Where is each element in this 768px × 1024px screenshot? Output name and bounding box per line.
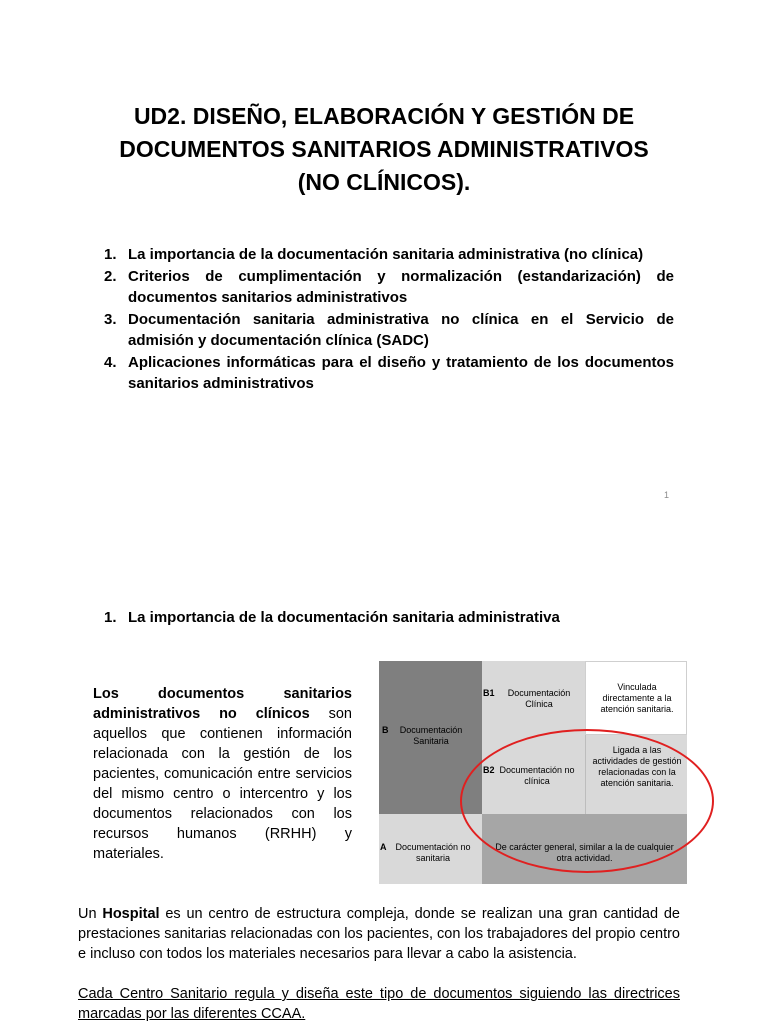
toc-item (100, 352, 674, 395)
cell-a-desc-text: De carácter general, similar a la de cualquier otra actividad. (495, 842, 674, 863)
page-number: 1 (664, 490, 670, 500)
hospital-paragraph (78, 904, 680, 964)
section-heading (104, 609, 560, 626)
cell-b1-description (585, 661, 687, 735)
section-number: 1. (104, 609, 117, 626)
cell-a-letter: A (380, 842, 387, 852)
cell-b1-desc-text: Vinculada directamente a la atención sanitaria. (600, 682, 674, 714)
cell-b2-text: Documentación no clínica (499, 765, 575, 786)
title-line-2: DOCUMENTOS SANITARIOS ADMINISTRATIVOS (119, 136, 649, 162)
regulation-paragraph: Cada Centro Sanitario regula y diseña este tipo de documentos siguiendo las directrices marcadas por las diferentes CCAA. (78, 986, 680, 1022)
toc-item-number: 1. (104, 246, 117, 263)
cell-b1-text: Documentación Clínica (507, 688, 571, 709)
definition-paragraph (93, 684, 352, 864)
page-title (0, 100, 768, 199)
toc-item-text: Documentación sanitaria administrativa no clínica en el Servicio de admisión y documentación clínica (SADC) (128, 310, 674, 349)
definition-bold-term: Los documentos sanitarios administrativos no clínicos (93, 686, 352, 722)
cell-b1-letter: B1 (483, 688, 495, 698)
toc-item (100, 244, 674, 266)
hospital-paragraph-text: es un centro de estructura compleja, donde se realizan una gran cantidad de prestaciones sanitarias relacionadas con los pacientes, con los trabajadores del propio centro e incluso con todos los materiales necesarios para llevar a cabo la asistencia. (78, 906, 680, 962)
toc-item-number: 2. (104, 267, 117, 285)
title-line-1: UD2. DISEÑO, ELABORACIÓN Y GESTIÓN DE (133, 103, 635, 129)
toc-item (100, 309, 674, 352)
toc-item-text: La importancia de la documentación sanitaria administrativa (no clínica) (128, 246, 644, 263)
cell-b2-letter: B2 (483, 765, 495, 775)
toc-item (100, 266, 674, 309)
title-line-3: (NO CLÍNICOS). (297, 169, 471, 195)
cell-a-text: Documentación no sanitaria (395, 842, 471, 863)
toc-item-text: Aplicaciones informáticas para el diseño y tratamiento de los documentos sanitarios administrativos (128, 353, 674, 392)
hospital-paragraph-pre: Un (78, 906, 103, 922)
table-of-contents (100, 244, 674, 395)
highlight-ellipse (460, 729, 714, 873)
section-heading-text: La importancia de la documentación sanitaria administrativa (128, 609, 560, 626)
toc-item-number: 4. (104, 353, 117, 371)
toc-item-number: 3. (104, 310, 117, 328)
cell-b-letter: B (382, 725, 389, 735)
hospital-bold-term: Hospital (102, 906, 160, 922)
toc-item-text: Criterios de cumplimentación y normalización (estandarización) de documentos sanitarios administrativos (128, 267, 674, 306)
cell-b2-desc-text: Ligada a las actividades de gestión relacionadas con la atención sanitaria. (592, 745, 682, 788)
cell-b-text: Documentación Sanitaria (399, 725, 463, 746)
cell-documentacion-clinica (482, 661, 585, 735)
definition-text: son aquellos que contienen información relacionada con la gestión de los pacientes, comunicación entre servicios del mismo centro o intercentro y los documentos relacionados con los recursos humanos (RRHH) y materiales. (93, 706, 352, 862)
